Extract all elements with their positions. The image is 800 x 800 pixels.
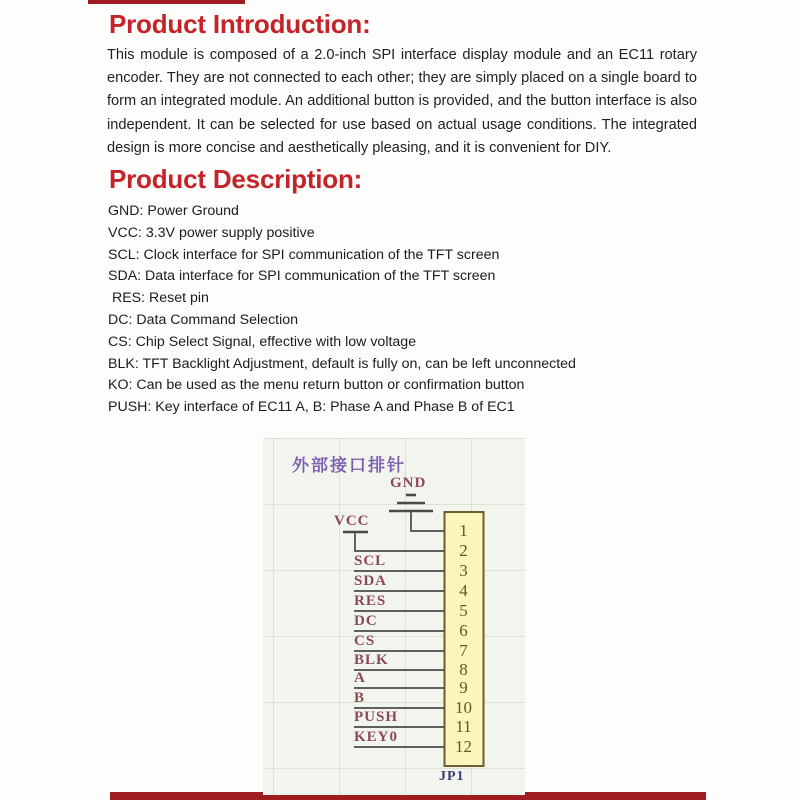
net-label-res: RES: [354, 593, 387, 609]
pin-description-line: VCC: 3.3V power supply positive: [108, 224, 315, 241]
pin-number-8: 8: [459, 660, 468, 679]
pin-description-line: RES: Reset pin: [108, 290, 209, 307]
pin-number-1: 1: [459, 521, 468, 540]
pin-number-9: 9: [459, 678, 468, 697]
pin-number-3: 3: [459, 561, 468, 580]
pin-description-line: SDA: Data interface for SPI communication of the TFT screen: [108, 268, 496, 285]
connector-refdes: JP1: [439, 769, 465, 784]
pin-description-line: GND: Power Ground: [108, 203, 239, 219]
net-label-cs: CS: [354, 633, 376, 649]
pin-number-11: 11: [455, 717, 472, 736]
pin-description-line: KO: Can be used as the menu return button or confirmation button: [108, 377, 525, 394]
pin-number-5: 5: [459, 601, 468, 620]
pin-description-line: BLK: TFT Backlight Adjustment, default is fully on, can be left unconnected: [108, 355, 576, 372]
pin-number-7: 7: [459, 641, 468, 660]
net-label-a: A: [354, 670, 366, 686]
net-label-sda: SDA: [354, 573, 388, 589]
pin-description-list: [108, 201, 718, 419]
pin-description-line: SCL: Clock interface for SPI communication of the TFT screen: [108, 246, 500, 263]
net-label-gnd: GND: [390, 475, 427, 491]
net-label-vcc: VCC: [334, 513, 370, 529]
pin-description-line: DC: Data Command Selection: [108, 311, 299, 328]
cropped-red-heading-top: [88, 0, 245, 4]
schematic-title: 外部接口排针: [292, 456, 406, 476]
pin-number-4: 4: [459, 581, 468, 600]
ground-symbol-icon: [389, 495, 433, 511]
pin-number-2: 2: [459, 541, 468, 560]
net-label-b: B: [354, 690, 366, 706]
net-label-scl: SCL: [354, 553, 387, 569]
net-label-push: PUSH: [354, 709, 399, 725]
pin-description-line: CS: Chip Select Signal, effective with low voltage: [108, 333, 417, 350]
net-label-blk: BLK: [354, 652, 389, 668]
pin-description-line: PUSH: Key interface of EC11 A, B: Phase A and Phase B of EC1: [108, 399, 515, 416]
schematic-panel: [263, 438, 525, 795]
pin-number-6: 6: [459, 621, 468, 640]
pin-number-12: 12: [455, 737, 472, 756]
net-label-key0: KEY0: [354, 729, 399, 745]
intro-paragraph: This module is composed of a 2.0-inch SPI interface display module and an EC11 rotary encoder. They are not connected to each other; they are simply placed on a single board to form an integrated module. An additional button is provided, and the button interface is also independent. It can be selected for use based on actual usage conditions. The integrated design is more concise and aesthetically pleasing, and it is convenient for DIY.: [107, 47, 697, 156]
intro-heading: Product Introduction:: [109, 9, 371, 39]
description-heading: Product Description:: [109, 164, 363, 194]
net-label-dc: DC: [354, 613, 378, 629]
pin-number-10: 10: [455, 698, 472, 717]
